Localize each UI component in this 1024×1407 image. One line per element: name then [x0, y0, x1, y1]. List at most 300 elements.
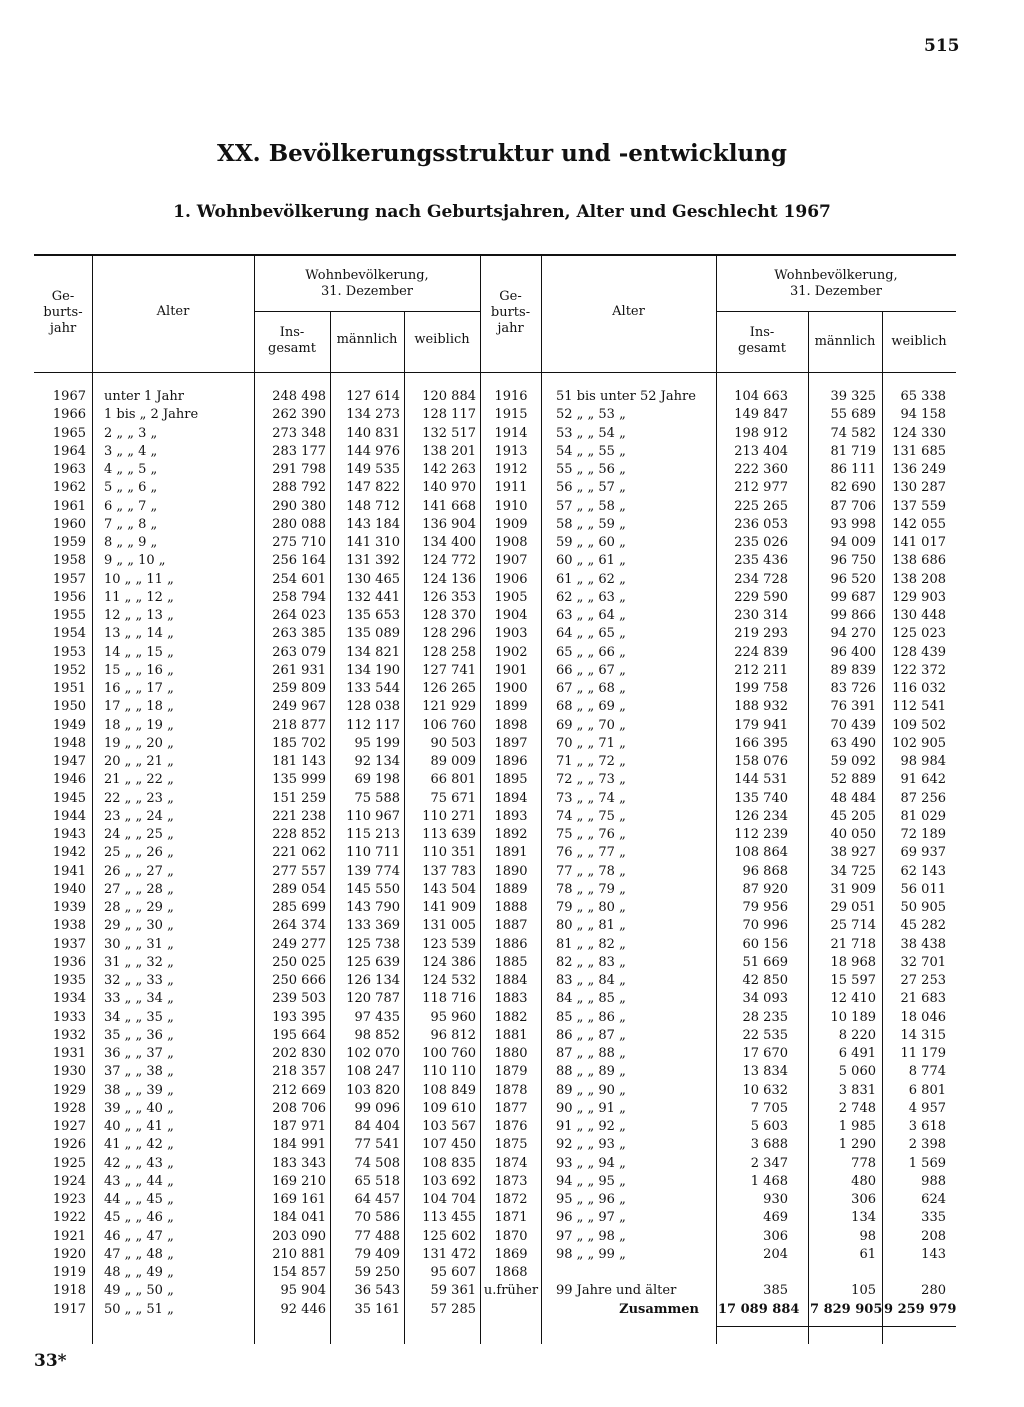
total-cell: 187 971 [272, 1119, 326, 1134]
male-cell: 126 134 [346, 973, 400, 988]
header-alter: Alter [156, 304, 190, 319]
age-cell: 84 „ „ 85 „ [556, 991, 626, 1007]
female-cell: 280 [921, 1283, 946, 1299]
female-cell: 72 189 [900, 827, 946, 842]
male-cell: 34 725 [830, 863, 876, 879]
male-cell: 89 839 [830, 662, 876, 678]
male-cell: 10 189 [830, 1009, 876, 1025]
male-cell: 134 821 [346, 644, 400, 660]
total-cell: 228 852 [272, 827, 326, 842]
table-row [0, 443, 1024, 461]
age-cell: 14 „ „ 15 „ [104, 644, 174, 660]
total-cell: 235 436 [734, 553, 788, 569]
age-cell: 94 „ „ 95 „ [556, 1173, 626, 1189]
age-cell: 88 „ „ 89 „ [556, 1064, 626, 1080]
age-cell: 58 „ „ 59 „ [556, 516, 626, 532]
year-cell: 1954 [52, 626, 86, 642]
total-cell: 288 792 [272, 480, 326, 496]
male-cell: 75 588 [354, 790, 400, 806]
male-cell: 40 050 [830, 827, 876, 842]
male-cell: 59 092 [830, 754, 876, 769]
female-cell: 6 801 [908, 1082, 946, 1098]
female-cell: 108 835 [422, 1155, 476, 1171]
year-cell: 1874 [494, 1155, 528, 1171]
male-cell: 36 543 [354, 1283, 400, 1299]
total-cell: 154 857 [272, 1265, 326, 1280]
age-cell: Zusammen [619, 1301, 699, 1317]
year-cell: 1888 [494, 900, 528, 915]
table-row [0, 571, 1024, 589]
age-cell: 89 „ „ 90 „ [556, 1082, 626, 1098]
year-cell: 1897 [494, 735, 528, 751]
total-cell: 258 794 [272, 589, 326, 605]
page-number: 515 [924, 36, 960, 56]
male-cell: 8 220 [838, 1027, 876, 1043]
female-cell: 131 472 [422, 1246, 476, 1262]
age-cell: 63 „ „ 64 „ [556, 608, 626, 623]
male-cell: 83 726 [830, 681, 876, 696]
female-cell: 131 005 [422, 918, 476, 934]
total-cell: 261 931 [272, 662, 326, 678]
age-cell: 67 „ „ 68 „ [556, 681, 626, 696]
male-cell: 120 787 [346, 991, 400, 1007]
age-cell: 92 „ „ 93 „ [556, 1137, 626, 1153]
year-cell: 1952 [52, 662, 86, 678]
male-cell: 148 712 [346, 498, 400, 514]
year-cell: 1958 [52, 553, 86, 569]
year-cell: 1944 [52, 808, 86, 824]
age-cell: 69 „ „ 70 „ [556, 717, 626, 733]
table-row [0, 425, 1024, 443]
female-cell: 32 701 [900, 954, 946, 970]
age-cell: 93 „ „ 94 „ [556, 1155, 626, 1171]
age-cell: 33 „ „ 34 „ [104, 991, 174, 1007]
year-cell: 1966 [52, 407, 86, 423]
female-cell: 45 282 [900, 918, 946, 934]
table-row [0, 1082, 1024, 1100]
female-cell: 109 610 [422, 1100, 476, 1116]
female-cell: 124 386 [422, 954, 476, 970]
female-cell: 124 772 [422, 553, 476, 569]
female-cell: 1 569 [908, 1155, 946, 1171]
male-cell: 128 038 [346, 699, 400, 715]
female-cell: 136 249 [892, 462, 946, 477]
table-row [0, 1228, 1024, 1246]
male-cell: 135 653 [346, 608, 400, 623]
header-insgesamt: Ins- gesamt [738, 325, 786, 356]
female-cell: 143 [921, 1246, 946, 1262]
year-cell: 1919 [52, 1265, 86, 1280]
header-bottom-rule [34, 372, 956, 373]
male-cell: 70 439 [830, 717, 876, 733]
total-cell: 273 348 [272, 425, 326, 441]
year-cell: 1921 [52, 1228, 86, 1244]
total-cell: 17 670 [742, 1046, 788, 1061]
male-cell: 144 976 [346, 443, 400, 459]
male-cell: 84 404 [354, 1119, 400, 1134]
age-cell: 11 „ „ 12 „ [104, 589, 174, 605]
year-cell: 1959 [52, 535, 86, 550]
total-cell: 930 [763, 1192, 788, 1207]
year-cell: 1934 [52, 991, 86, 1007]
total-cell: 92 446 [280, 1301, 326, 1317]
female-cell: 56 011 [900, 881, 946, 897]
female-cell: 113 455 [422, 1210, 476, 1226]
year-cell: 1942 [52, 845, 86, 861]
age-cell: 46 „ „ 47 „ [104, 1228, 174, 1244]
female-cell: 118 716 [422, 991, 476, 1007]
female-cell: 125 602 [422, 1228, 476, 1244]
age-cell: 40 „ „ 41 „ [104, 1119, 174, 1134]
total-row [0, 1301, 1024, 1319]
year-cell: 1900 [494, 681, 528, 696]
male-cell: 64 457 [354, 1192, 400, 1207]
age-cell: 74 „ „ 75 „ [556, 808, 626, 824]
female-cell: 94 158 [900, 407, 946, 423]
year-cell: 1876 [494, 1119, 528, 1134]
female-cell: 141 909 [422, 900, 476, 915]
total-cell: 285 699 [272, 900, 326, 915]
total-cell: 229 590 [734, 589, 788, 605]
year-cell: u.früher [483, 1283, 539, 1299]
male-cell: 141 310 [346, 535, 400, 550]
age-cell: 64 „ „ 65 „ [556, 626, 626, 642]
female-cell: 2 398 [908, 1137, 946, 1153]
year-cell: 1916 [494, 389, 528, 404]
total-cell: 204 [763, 1246, 788, 1262]
total-rule [716, 1326, 956, 1327]
male-cell: 3 831 [838, 1082, 876, 1098]
female-cell: 123 539 [422, 936, 476, 952]
table-row [0, 844, 1024, 862]
female-cell: 142 263 [422, 462, 476, 477]
total-cell: 239 503 [272, 991, 326, 1007]
table-row [0, 1282, 1024, 1300]
total-cell: 275 710 [272, 535, 326, 550]
year-cell: 1943 [52, 827, 86, 842]
table-row [0, 717, 1024, 735]
female-cell: 38 438 [900, 936, 946, 952]
male-cell: 81 719 [830, 443, 876, 459]
year-cell: 1892 [494, 827, 528, 842]
total-cell: 149 847 [734, 407, 788, 423]
female-cell: 98 984 [900, 754, 946, 769]
year-cell: 1894 [494, 790, 528, 806]
table-row [0, 936, 1024, 954]
female-cell: 127 741 [422, 662, 476, 678]
male-cell: 63 490 [830, 735, 876, 751]
male-cell: 52 889 [830, 772, 876, 788]
male-cell: 306 [851, 1192, 876, 1207]
male-cell: 35 161 [354, 1301, 400, 1317]
male-cell: 74 582 [830, 425, 876, 441]
table-row [0, 1246, 1024, 1264]
total-cell: 249 967 [272, 699, 326, 715]
female-cell: 27 253 [900, 973, 946, 988]
age-cell: 68 „ „ 69 „ [556, 699, 626, 715]
total-cell: 95 904 [280, 1283, 326, 1299]
table-row [0, 972, 1024, 990]
year-cell: 1881 [494, 1027, 528, 1043]
table-row [0, 461, 1024, 479]
male-cell: 147 822 [346, 480, 400, 496]
table-row [0, 735, 1024, 753]
total-cell: 221 238 [272, 808, 326, 824]
male-cell: 1 290 [838, 1137, 876, 1153]
total-cell: 188 932 [734, 699, 788, 715]
year-cell: 1941 [52, 863, 86, 879]
male-cell: 134 273 [346, 407, 400, 423]
age-cell: 41 „ „ 42 „ [104, 1137, 174, 1153]
year-cell: 1910 [494, 498, 528, 514]
chapter-title: XX. Bevölkerungsstruktur und -entwicklung [216, 140, 787, 167]
year-cell: 1918 [52, 1283, 86, 1299]
female-cell: 137 559 [892, 498, 946, 514]
table-row [0, 1209, 1024, 1227]
female-cell: 3 618 [908, 1119, 946, 1134]
total-cell: 212 669 [272, 1082, 326, 1098]
year-cell: 1961 [52, 498, 86, 514]
table-row [0, 826, 1024, 844]
total-cell: 135 999 [272, 772, 326, 788]
female-cell: 109 502 [892, 717, 946, 733]
table-row [0, 1009, 1024, 1027]
total-cell: 208 706 [272, 1100, 326, 1116]
table-row [0, 498, 1024, 516]
age-cell: 48 „ „ 49 „ [104, 1265, 174, 1280]
age-cell: 38 „ „ 39 „ [104, 1082, 174, 1098]
age-cell: 70 „ „ 71 „ [556, 735, 626, 751]
year-cell: 1945 [52, 790, 86, 806]
header-weiblich: weiblich [891, 334, 947, 349]
age-cell: 9 „ „ 10 „ [104, 553, 166, 569]
female-cell: 110 271 [422, 808, 476, 824]
female-cell: 335 [921, 1210, 946, 1226]
male-cell: 127 614 [346, 389, 400, 404]
female-cell: 132 517 [422, 425, 476, 441]
age-cell: 30 „ „ 31 „ [104, 936, 174, 952]
female-cell: 142 055 [892, 516, 946, 532]
age-cell: 34 „ „ 35 „ [104, 1009, 174, 1025]
male-cell: 76 391 [830, 699, 876, 715]
year-cell: 1925 [52, 1155, 86, 1171]
male-cell: 61 [859, 1246, 876, 1262]
total-cell: 2 347 [750, 1155, 788, 1171]
table-row [0, 388, 1024, 406]
female-cell: 141 017 [892, 535, 946, 550]
male-cell: 29 051 [830, 900, 876, 915]
female-cell: 129 903 [892, 589, 946, 605]
table-top-rule [34, 254, 956, 256]
total-cell: 290 380 [272, 498, 326, 514]
female-cell: 87 256 [900, 790, 946, 806]
female-cell: 14 315 [900, 1027, 946, 1043]
table-row [0, 552, 1024, 570]
female-cell: 95 960 [430, 1009, 476, 1025]
year-cell: 1953 [52, 644, 86, 660]
male-cell: 6 491 [838, 1046, 876, 1061]
male-cell: 105 [851, 1283, 876, 1299]
male-cell: 132 441 [346, 589, 400, 605]
female-cell: 102 905 [892, 735, 946, 751]
year-cell: 1878 [494, 1082, 528, 1098]
year-cell: 1872 [494, 1192, 528, 1207]
total-cell: 236 053 [734, 516, 788, 532]
total-cell: 42 850 [742, 973, 788, 988]
year-cell: 1871 [494, 1210, 528, 1226]
female-cell: 134 400 [422, 535, 476, 550]
total-cell: 218 877 [272, 717, 326, 733]
total-cell: 283 177 [272, 443, 326, 459]
age-cell: 4 „ „ 5 „ [104, 462, 158, 477]
year-cell: 1939 [52, 900, 86, 915]
year-cell: 1887 [494, 918, 528, 934]
age-cell: 5 „ „ 6 „ [104, 480, 158, 496]
age-cell: 28 „ „ 29 „ [104, 900, 174, 915]
table-row [0, 479, 1024, 497]
year-cell: 1947 [52, 754, 86, 769]
age-cell: 80 „ „ 81 „ [556, 918, 626, 934]
year-cell: 1884 [494, 973, 528, 988]
total-cell: 184 041 [272, 1210, 326, 1226]
total-cell: 79 956 [742, 900, 788, 915]
year-cell: 1930 [52, 1064, 86, 1080]
table-row [0, 899, 1024, 917]
female-cell: 21 683 [900, 991, 946, 1007]
year-cell: 1873 [494, 1173, 528, 1189]
table-row [0, 1136, 1024, 1154]
female-cell: 126 353 [422, 589, 476, 605]
total-cell: 10 632 [742, 1082, 788, 1098]
female-cell: 59 361 [430, 1283, 476, 1299]
female-cell: 4 957 [908, 1100, 946, 1116]
year-cell: 1926 [52, 1137, 86, 1153]
age-cell: 97 „ „ 98 „ [556, 1228, 626, 1244]
male-cell: 96 400 [830, 644, 876, 660]
year-cell: 1901 [494, 662, 528, 678]
age-cell: 61 „ „ 62 „ [556, 571, 626, 587]
female-cell: 138 201 [422, 443, 476, 459]
female-cell: 89 009 [430, 754, 476, 769]
total-cell: 169 161 [272, 1192, 326, 1207]
age-cell: 29 „ „ 30 „ [104, 918, 174, 934]
age-cell: 15 „ „ 16 „ [104, 662, 174, 678]
female-cell: 75 671 [430, 790, 476, 806]
age-cell: 22 „ „ 23 „ [104, 790, 174, 806]
total-cell: 179 941 [734, 717, 788, 733]
age-cell: 35 „ „ 36 „ [104, 1027, 174, 1043]
total-cell: 263 079 [272, 644, 326, 660]
male-cell: 99 866 [830, 608, 876, 623]
male-cell: 139 774 [346, 863, 400, 879]
female-cell: 130 448 [892, 608, 946, 623]
age-cell: 42 „ „ 43 „ [104, 1155, 174, 1171]
footer-mark: 33* [34, 1351, 67, 1371]
male-cell: 48 484 [830, 790, 876, 806]
age-cell: 95 „ „ 96 „ [556, 1192, 626, 1207]
table-row [0, 753, 1024, 771]
age-cell: 1 bis „ 2 Jahre [104, 407, 199, 423]
year-cell: 1913 [494, 443, 528, 459]
table-row [0, 863, 1024, 881]
female-cell: 108 849 [422, 1082, 476, 1098]
total-cell: 195 664 [272, 1027, 326, 1043]
year-cell: 1868 [494, 1265, 528, 1280]
male-cell: 112 117 [346, 717, 400, 733]
total-cell: 254 601 [272, 571, 326, 587]
year-cell: 1931 [52, 1046, 86, 1061]
female-cell: 57 285 [430, 1301, 476, 1317]
female-cell: 18 046 [900, 1009, 946, 1025]
male-cell: 133 544 [346, 681, 400, 696]
year-cell: 1937 [52, 936, 86, 952]
male-cell: 143 790 [346, 900, 400, 915]
female-cell: 95 607 [430, 1265, 476, 1280]
female-cell: 62 143 [900, 863, 946, 879]
year-cell: 1933 [52, 1009, 86, 1025]
female-cell: 130 287 [892, 480, 946, 496]
male-cell: 45 205 [830, 808, 876, 824]
male-cell: 125 639 [346, 954, 400, 970]
male-cell: 98 [859, 1228, 876, 1244]
female-cell: 624 [921, 1192, 946, 1207]
total-cell: 87 920 [742, 881, 788, 897]
male-cell: 102 070 [346, 1046, 400, 1061]
age-cell: 26 „ „ 27 „ [104, 863, 174, 879]
total-cell: 235 026 [734, 535, 788, 550]
female-cell: 107 450 [422, 1137, 476, 1153]
total-cell: 144 531 [734, 772, 788, 788]
total-cell: 185 702 [272, 735, 326, 751]
male-cell: 70 586 [354, 1210, 400, 1226]
total-cell: 264 374 [272, 918, 326, 934]
age-cell: 49 „ „ 50 „ [104, 1283, 174, 1299]
age-cell: 54 „ „ 55 „ [556, 443, 626, 459]
male-cell: 115 213 [346, 827, 400, 842]
age-cell: 86 „ „ 87 „ [556, 1027, 626, 1043]
male-cell: 94 009 [830, 535, 876, 550]
total-cell: 184 991 [272, 1137, 326, 1153]
age-cell: 62 „ „ 63 „ [556, 589, 626, 605]
total-cell: 1 468 [750, 1173, 788, 1189]
age-cell: 6 „ „ 7 „ [104, 498, 158, 514]
male-cell: 38 927 [830, 845, 876, 861]
female-cell: 96 812 [430, 1027, 476, 1043]
age-cell: 47 „ „ 48 „ [104, 1246, 174, 1262]
female-cell: 103 692 [422, 1173, 476, 1189]
year-cell: 1903 [494, 626, 528, 642]
age-cell: 91 „ „ 92 „ [556, 1119, 626, 1134]
age-cell: 66 „ „ 67 „ [556, 662, 626, 678]
female-cell: 143 504 [422, 881, 476, 897]
male-cell: 59 250 [354, 1265, 400, 1280]
age-cell: 90 „ „ 91 „ [556, 1100, 626, 1116]
total-cell: 385 [763, 1283, 788, 1299]
age-cell: unter 1 Jahr [104, 389, 184, 404]
year-cell: 1936 [52, 954, 86, 970]
total-cell: 221 062 [272, 845, 326, 861]
age-cell: 36 „ „ 37 „ [104, 1046, 174, 1061]
total-cell: 289 054 [272, 881, 326, 897]
total-cell: 234 728 [734, 571, 788, 587]
age-cell: 81 „ „ 82 „ [556, 936, 626, 952]
header-alter: Alter [612, 304, 645, 319]
total-cell: 135 740 [734, 790, 788, 806]
age-cell: 37 „ „ 38 „ [104, 1064, 174, 1080]
year-cell: 1956 [52, 589, 86, 605]
female-cell: 131 685 [892, 443, 946, 459]
total-cell: 259 809 [272, 681, 326, 696]
